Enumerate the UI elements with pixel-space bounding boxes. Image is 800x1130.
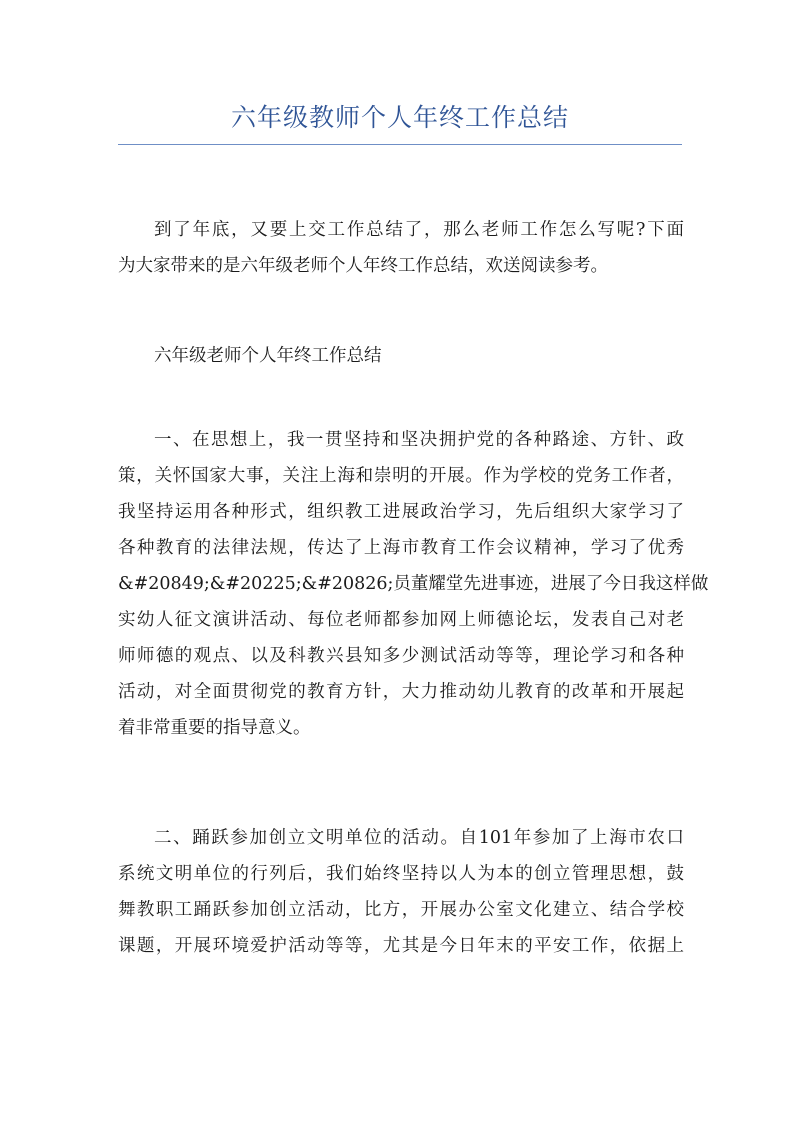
paragraph-line: 到了年底，又要上交工作总结了，那么老师工作怎么写呢?下面	[154, 220, 684, 240]
document-title: 六年级教师个人年终工作总结	[230, 103, 569, 132]
paragraph-line: 我坚持运用各种形式，组织教工进展政治学习，先后组织大家学习了	[118, 502, 684, 522]
paragraph-line: 着非常重要的指导意义。	[118, 718, 311, 738]
paragraph-line: 一、在思想上，我一贯坚持和坚决拥护党的各种路途、方针、政	[154, 430, 684, 450]
section-two-paragraph	[118, 820, 684, 964]
paragraph-line: 系统文明单位的行列后，我们始终坚持以人为本的创立管理思想，鼓	[118, 864, 684, 884]
paragraph-line: &#20849;&#20225;&#20826;员董耀堂先进事迹，进展了今日我这样做	[118, 574, 709, 594]
paragraph-line: 师师德的观点、以及科教兴县知多少测试活动等等，理论学习和各种	[118, 646, 684, 666]
paragraph-line: 实幼人征文演讲活动、每位老师都参加网上师德论坛，发表自己对老	[118, 610, 684, 630]
paragraph-line: 各种教育的法律法规，传达了上海市教育工作会议精神，学习了优秀	[118, 538, 684, 558]
intro-paragraph	[118, 212, 684, 284]
paragraph-line: 二、踊跃参加创立文明单位的活动。自101年参加了上海市农口	[154, 828, 684, 848]
title-underline	[118, 144, 682, 145]
section-subtitle	[118, 338, 684, 374]
paragraph-line: 策，关怀国家大事，关注上海和崇明的开展。作为学校的党务工作者，	[118, 466, 684, 486]
paragraph-line: 舞教职工踊跃参加创立活动，比方，开展办公室文化建立、结合学校	[118, 900, 684, 920]
paragraph-line: 课题，开展环境爱护活动等等，尤其是今日年末的平安工作，依据上	[118, 936, 684, 956]
paragraph-line: 活动，对全面贯彻党的教育方针，大力推动幼儿教育的改革和开展起	[118, 682, 684, 702]
paragraph-line: 为大家带来的是六年级老师个人年终工作总结，欢送阅读参考。	[118, 256, 608, 276]
section-one-paragraph	[118, 422, 709, 746]
subtitle-line: 六年级老师个人年终工作总结	[154, 346, 382, 366]
